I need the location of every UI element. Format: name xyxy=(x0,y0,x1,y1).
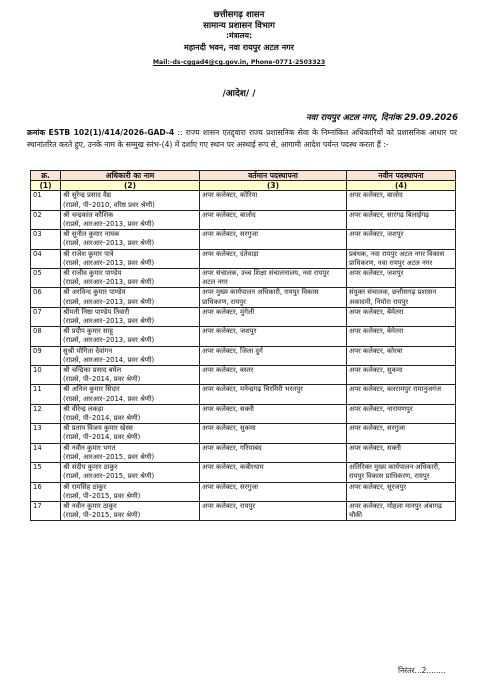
cell-serial xyxy=(31,269,61,288)
header-officer-name: अधिकारी का नाम xyxy=(61,171,200,181)
officer-current: अपर संचालक, उच्च शिक्षा संचालनालय, नवा रायपुर अटल नगर xyxy=(202,269,330,287)
officer-cadre: (राप्रसे, आरआर–2013, प्रवर श्रेणी) xyxy=(63,258,155,267)
cell-serial xyxy=(31,443,61,462)
cell-officer xyxy=(61,424,200,443)
cell-officer xyxy=(61,346,200,365)
officer-name: श्री राजीव कुमार पाण्डेय xyxy=(63,269,122,278)
table-row xyxy=(31,424,456,443)
table-row xyxy=(31,288,456,307)
officer-name: श्री चन्द्रकांत कौशिक xyxy=(63,210,114,219)
table-column-number-row xyxy=(31,181,456,191)
officer-name: श्री सुरेन्द्र प्रसाद वैद्य xyxy=(63,191,112,200)
order-title: /आदेश/ / xyxy=(222,89,256,99)
officer-cadre: (राप्रसे, आरआर–2013, प्रवर श्रेणी) xyxy=(63,336,155,345)
officer-current: अपर मुख्य कार्यपालन अधिकारी, रायपुर विकास प्राधिकरण, रायपुर xyxy=(202,288,319,306)
cell-officer xyxy=(61,210,200,229)
cell-current-posting xyxy=(200,269,347,288)
table-row xyxy=(31,385,456,404)
cell-officer xyxy=(61,327,200,346)
table-row xyxy=(31,346,456,365)
officer-current: अपर कलेक्टर, बस्तर xyxy=(202,366,254,375)
table-row xyxy=(31,327,456,346)
cell-current-posting xyxy=(200,404,347,423)
cell-new-posting xyxy=(347,269,456,288)
column-number: (1) xyxy=(31,181,61,191)
cell-officer xyxy=(61,501,200,520)
officer-no: 05 xyxy=(33,269,42,278)
header-serial: क्र. xyxy=(31,171,61,181)
cell-current-posting xyxy=(200,463,347,482)
cell-new-posting xyxy=(347,424,456,443)
cell-serial xyxy=(31,230,61,249)
table-row xyxy=(31,191,456,210)
transfer-table xyxy=(30,170,456,521)
header-department: सामान्य प्रशासन विभाग xyxy=(203,21,275,31)
officer-current: अपर कलेक्टर, गरियाबंद xyxy=(202,443,262,452)
officer-cadre: (राप्रसे, आरआर–2013, प्रवर श्रेणी) xyxy=(63,278,155,287)
cell-officer xyxy=(61,463,200,482)
table-row xyxy=(31,230,456,249)
officer-cadre: (राप्रसे, आरआर–2015, प्रवर श्रेणी) xyxy=(63,472,155,481)
cell-serial xyxy=(31,463,61,482)
officer-cadre: (राप्रसे, पी–2015, प्रवर श्रेणी) xyxy=(63,511,141,520)
cell-serial xyxy=(31,385,61,404)
officer-new: अपर कलेक्टर, सुकमा xyxy=(349,366,403,375)
officer-cadre: (राप्रसे, पी–2014, प्रवर श्रेणी) xyxy=(63,375,141,384)
cell-serial xyxy=(31,482,61,501)
cell-officer xyxy=(61,269,200,288)
column-number: (2) xyxy=(61,181,200,191)
cell-serial xyxy=(31,346,61,365)
officer-new: अतिरिक्त मुख्य कार्यपालन अधिकारी, रायपुर विकास प्राधिकरण, रायपुर xyxy=(349,463,441,481)
cell-new-posting xyxy=(347,249,456,268)
cell-current-posting xyxy=(200,210,347,229)
cell-officer xyxy=(61,443,200,462)
officer-name: श्रीमती निष्ठा पाण्डेय तिवारी xyxy=(63,307,130,316)
cell-current-posting xyxy=(200,288,347,307)
cell-new-posting xyxy=(347,501,456,520)
cell-serial xyxy=(31,249,61,268)
officer-new: अपर कलेक्टर, सरगुजा xyxy=(349,424,406,433)
header-address: महानदी भवन, नवा रायपुर अटल नगर xyxy=(184,43,294,52)
table-row xyxy=(31,404,456,423)
officer-current: अपर कलेक्टर, मनेन्द्रगढ़ चिरमिरी भरतपुर xyxy=(202,385,303,394)
officer-name: श्री अनिल कुमार सिदार xyxy=(63,385,120,394)
officer-new: अपर कलेक्टर, बेमेतरा xyxy=(349,307,404,316)
officer-cadre: (राप्रसे, आरआर–2013, प्रवर श्रेणी) xyxy=(63,239,155,248)
cell-serial xyxy=(31,327,61,346)
cell-new-posting xyxy=(347,482,456,501)
cell-new-posting xyxy=(347,191,456,210)
officer-no: 11 xyxy=(33,385,42,394)
column-number: (3) xyxy=(200,181,347,191)
officer-name: श्री नवीन कुमार ठाकुर xyxy=(63,501,117,510)
officer-new: अपर कलेक्टर, बलरामपुर रामानुजगंज xyxy=(349,385,441,394)
officer-cadre: (राप्रसे, पी–2014, प्रवर श्रेणी) xyxy=(63,433,141,442)
officer-name: श्री नवीन कुमार भगत xyxy=(63,443,116,452)
cell-officer xyxy=(61,366,200,385)
cell-current-posting xyxy=(200,191,347,210)
officer-new: अपर कलेक्टर, बालोद xyxy=(349,191,403,200)
cell-officer xyxy=(61,288,200,307)
officer-current: अपर कलेक्टर, सुकमा xyxy=(202,424,256,433)
cell-current-posting xyxy=(200,482,347,501)
cell-serial xyxy=(31,191,61,210)
officer-cadre: (राप्रसे, पी–2014, प्रवर श्रेणी) xyxy=(63,414,141,423)
table-row xyxy=(31,482,456,501)
officer-no: 08 xyxy=(33,327,42,336)
cell-current-posting xyxy=(200,443,347,462)
officer-new: अपर कलेक्टर, मोहला मानपुर अंबागढ़ चौकी xyxy=(349,501,442,520)
cell-officer xyxy=(61,249,200,268)
officer-new: अपर कलेक्टर, बेमेतरा xyxy=(349,327,404,336)
officer-cadre: (राप्रसे, पी–2015, प्रवर श्रेणी) xyxy=(63,491,141,500)
officer-cadre: (राप्रसे, आरआर–2013, प्रवर श्रेणी) xyxy=(63,317,155,326)
cell-current-posting xyxy=(200,230,347,249)
officer-cadre: (राप्रसे, आरआर–2013, प्रवर श्रेणी) xyxy=(63,297,155,306)
cell-serial xyxy=(31,366,61,385)
officer-name: श्री सुनील कुमार नायक xyxy=(63,230,120,239)
officer-cadre: (राप्रसे, पी–2010, वरिष्ठ प्रवर श्रेणी) xyxy=(63,200,155,209)
officer-new: प्रबंधक, नवा रायपुर अटल नगर विकास प्राधिकरण, नवा रायपुर अटल नगर xyxy=(349,249,445,267)
cell-serial xyxy=(31,424,61,443)
continued-note: निरंतर...2........ xyxy=(398,666,446,675)
officer-cadre: (राप्रसे, आरआर–2014, प्रवर श्रेणी) xyxy=(63,394,155,403)
officer-name: श्री रामसिंह ठाकुर xyxy=(63,482,107,491)
table-row xyxy=(31,269,456,288)
officer-name: श्री चन्द्रिका प्रसाद बघेल xyxy=(63,366,122,375)
cell-current-posting xyxy=(200,424,347,443)
officer-name: श्री अरविन्द कुमार पाण्डेय xyxy=(63,288,126,297)
officer-new: अपर कलेक्टर, सारंगढ़ बिलाईगढ़ xyxy=(349,210,430,219)
officer-new: अपर कलेक्टर, जशपुर xyxy=(349,230,404,239)
officer-name: श्री प्रताप विजय कुमार खेस्स xyxy=(63,424,133,433)
table-row xyxy=(31,443,456,462)
officer-no: 14 xyxy=(33,443,42,452)
cell-new-posting xyxy=(347,327,456,346)
cell-new-posting xyxy=(347,307,456,326)
officer-no: 01 xyxy=(33,191,42,200)
officer-current: अपर कलेक्टर, बालोद xyxy=(202,210,256,219)
officer-no: 09 xyxy=(33,346,42,355)
officer-name: श्री वीरेन्द्र लकड़ा xyxy=(63,404,104,413)
order-paragraph xyxy=(27,127,457,150)
officer-no: 07 xyxy=(33,307,42,316)
officer-name: श्री संदीप कुमार ठाकुर xyxy=(63,463,118,472)
officer-current: अपर कलेक्टर, सरगुजा xyxy=(202,482,259,491)
header-current-posting: वर्तमान पदस्थापना xyxy=(200,171,347,181)
cell-current-posting xyxy=(200,385,347,404)
officer-new: अपर कलेक्टर, सक्ती xyxy=(349,443,401,452)
officer-no: 03 xyxy=(33,230,42,239)
cell-serial xyxy=(31,288,61,307)
cell-new-posting xyxy=(347,366,456,385)
officer-current: अपर कलेक्टर, जिला दुर्ग xyxy=(202,346,263,355)
cell-officer xyxy=(61,404,200,423)
order-number: क्रमांक ESTB 102(1)/414/2026-GAD-4 xyxy=(27,128,175,137)
officer-new: अपर कलेक्टर, नारायणपुर xyxy=(349,404,413,413)
officer-name: श्री राजेश कुमार पात्रे xyxy=(63,249,114,258)
officer-cadre: (राप्रसे, आरआर–2015, प्रवर श्रेणी) xyxy=(63,452,155,461)
officer-no: 16 xyxy=(33,482,42,491)
order-date: नवा रायपुर अटल नगर, दिनांक 29.09.2026 xyxy=(305,113,458,123)
officer-current: अपर कलेक्टर, कबीरधाम xyxy=(202,463,264,472)
cell-current-posting xyxy=(200,249,347,268)
cell-new-posting xyxy=(347,288,456,307)
officer-no: 15 xyxy=(33,463,42,472)
table-row xyxy=(31,249,456,268)
cell-officer xyxy=(61,385,200,404)
officer-no: 13 xyxy=(33,424,42,433)
officer-current: अपर कलेक्टर, सक्ती xyxy=(202,404,254,413)
table-row xyxy=(31,463,456,482)
officer-no: 12 xyxy=(33,404,42,413)
officer-new: संयुक्त संचालक, छत्तीसगढ़ प्रशासन अकादमी, निमोरा रायपुर xyxy=(349,288,437,306)
officer-current: अपर कलेक्टर, दंतेवाड़ा xyxy=(202,249,259,258)
cell-officer xyxy=(61,307,200,326)
officer-no: 02 xyxy=(33,210,42,219)
table-header-row xyxy=(31,171,456,181)
cell-new-posting xyxy=(347,443,456,462)
officer-current: अपर कलेक्टर, कोरिया xyxy=(202,191,258,200)
header-new-posting: नवीन पदस्थापना xyxy=(347,171,456,181)
cell-current-posting xyxy=(200,346,347,365)
cell-serial xyxy=(31,501,61,520)
cell-current-posting xyxy=(200,307,347,326)
table-row xyxy=(31,307,456,326)
cell-new-posting xyxy=(347,463,456,482)
officer-new: अपर कलेक्टर, कोरबा xyxy=(349,346,403,355)
officer-current: अपर कलेक्टर, मुंगेली xyxy=(202,307,255,316)
column-number: (4) xyxy=(347,181,456,191)
cell-new-posting xyxy=(347,385,456,404)
cell-current-posting xyxy=(200,327,347,346)
cell-current-posting xyxy=(200,366,347,385)
cell-officer xyxy=(61,482,200,501)
cell-new-posting xyxy=(347,210,456,229)
header-contact: Mail:-ds-cggad4@cg.gov.in, Phone-0771-2503323 xyxy=(152,59,326,66)
cell-current-posting xyxy=(200,501,347,520)
officer-no: 04 xyxy=(33,249,42,258)
officer-current: अपर कलेक्टर, जशपुर xyxy=(202,327,257,336)
officer-no: 17 xyxy=(33,501,42,510)
officer-no: 10 xyxy=(33,366,42,375)
cell-officer xyxy=(61,191,200,210)
table-body xyxy=(31,191,456,521)
table-row xyxy=(31,366,456,385)
header-state-government: छत्तीसगढ़ शासन xyxy=(213,10,265,20)
cell-serial xyxy=(31,210,61,229)
header-ministry: :मंत्रालय: xyxy=(225,31,252,40)
officer-new: अपर कलेक्टर, जशपुर xyxy=(349,269,404,278)
cell-new-posting xyxy=(347,230,456,249)
cell-serial xyxy=(31,404,61,423)
officer-new: अपर कलेक्टर, सूरजपुर xyxy=(349,482,407,491)
officer-current: अपर कलेक्टर, रायपुर xyxy=(202,501,256,510)
officer-name: श्री प्रदीप कुमार साहू xyxy=(63,327,113,336)
officer-name: सुश्री योगिता देवांगन xyxy=(63,346,113,355)
cell-new-posting xyxy=(347,346,456,365)
cell-new-posting xyxy=(347,404,456,423)
officer-cadre: (राप्रसे, आरआर–2014, प्रवर श्रेणी) xyxy=(63,355,155,364)
order-text: :: राज्य शासन एतद्द्वारा राज्य प्रशासनिक सेवा के निम्नांकित अधिकारियों को प्रशासनिक आधार पर स्थानांतरित करते हुए, उनके नाम के सम्मुख स्तंभ-(4) में दर्शाए गए स्थान पर अस्थाई रूप से, आगामी आदेश पर्यन्त पदस्थ करता हैं :- xyxy=(27,128,457,149)
officer-cadre: (राप्रसे, आरआर–2013, प्रवर श्रेणी) xyxy=(63,220,155,229)
cell-officer xyxy=(61,230,200,249)
officer-current: अपर कलेक्टर, सरगुजा xyxy=(202,230,259,239)
table-row xyxy=(31,210,456,229)
cell-serial xyxy=(31,307,61,326)
officer-no: 06 xyxy=(33,288,42,297)
table-row xyxy=(31,501,456,520)
